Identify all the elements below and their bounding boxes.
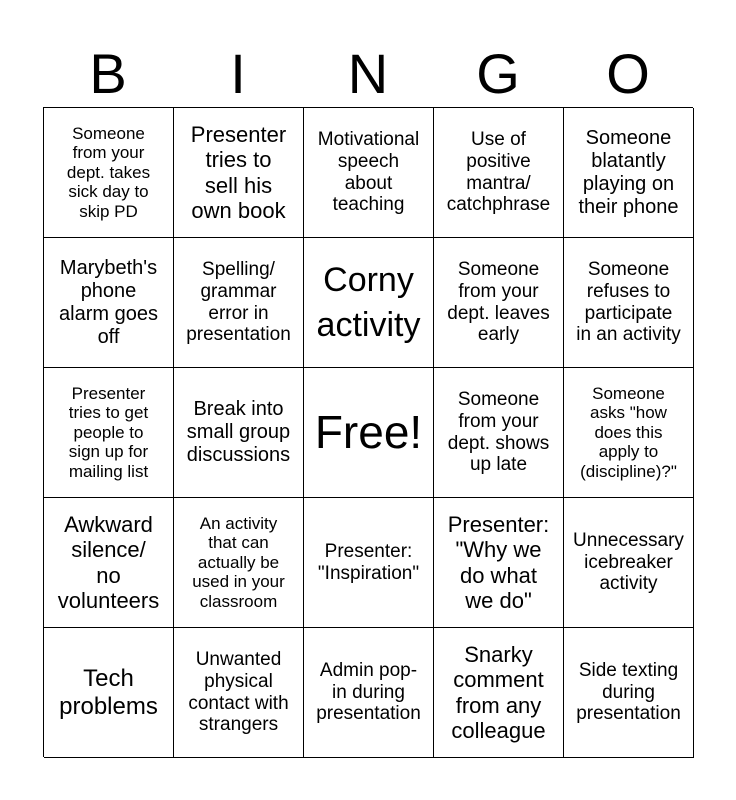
bingo-cell[interactable]: Someone from your dept. leaves early bbox=[434, 238, 564, 368]
bingo-cell[interactable]: Spelling/ grammar error in presentation bbox=[174, 238, 304, 368]
bingo-cell[interactable]: Corny activity bbox=[304, 238, 434, 368]
bingo-cell[interactable]: Presenter: "Why we do what we do" bbox=[434, 498, 564, 628]
bingo-header bbox=[43, 38, 693, 110]
bingo-cell[interactable]: Break into small group discussions bbox=[174, 368, 304, 498]
bingo-cell[interactable]: Side texting during presentation bbox=[564, 628, 694, 758]
bingo-cell[interactable]: Use of positive mantra/ catchphrase bbox=[434, 108, 564, 238]
bingo-cell[interactable]: Motivational speech about teaching bbox=[304, 108, 434, 238]
header-letter-b: B bbox=[89, 42, 127, 105]
bingo-cell[interactable]: Presenter tries to get people to sign up for mailing list bbox=[44, 368, 174, 498]
bingo-cell[interactable]: Unwanted physical contact with strangers bbox=[174, 628, 304, 758]
bingo-cell[interactable]: Awkward silence/ no volunteers bbox=[44, 498, 174, 628]
bingo-cell[interactable]: Someone from your dept. takes sick day to skip PD bbox=[44, 108, 174, 238]
header-letter-o: O bbox=[606, 42, 650, 105]
bingo-cell[interactable]: Presenter: "Inspiration" bbox=[304, 498, 434, 628]
bingo-cell[interactable]: Presenter tries to sell his own book bbox=[174, 108, 304, 238]
bingo-cell[interactable]: Marybeth's phone alarm goes off bbox=[44, 238, 174, 368]
bingo-cell[interactable]: Someone from your dept. shows up late bbox=[434, 368, 564, 498]
bingo-board bbox=[43, 107, 693, 757]
bingo-cell[interactable]: Admin pop- in during presentation bbox=[304, 628, 434, 758]
header-letter-g: G bbox=[476, 42, 520, 105]
bingo-cell[interactable]: Tech problems bbox=[44, 628, 174, 758]
bingo-cell[interactable]: Someone asks "how does this apply to (discipline)?" bbox=[564, 368, 694, 498]
bingo-cell[interactable]: Someone blatantly playing on their phone bbox=[564, 108, 694, 238]
header-letter-n: N bbox=[347, 42, 389, 105]
bingo-cell[interactable]: An activity that can actually be used in your classroom bbox=[174, 498, 304, 628]
free-space-cell[interactable]: Free! bbox=[304, 368, 434, 498]
bingo-cell[interactable]: Someone refuses to participate in an activity bbox=[564, 238, 694, 368]
header-letter-i: I bbox=[230, 42, 246, 105]
bingo-cell[interactable]: Snarky comment from any colleague bbox=[434, 628, 564, 758]
bingo-cell[interactable]: Unnecessary icebreaker activity bbox=[564, 498, 694, 628]
